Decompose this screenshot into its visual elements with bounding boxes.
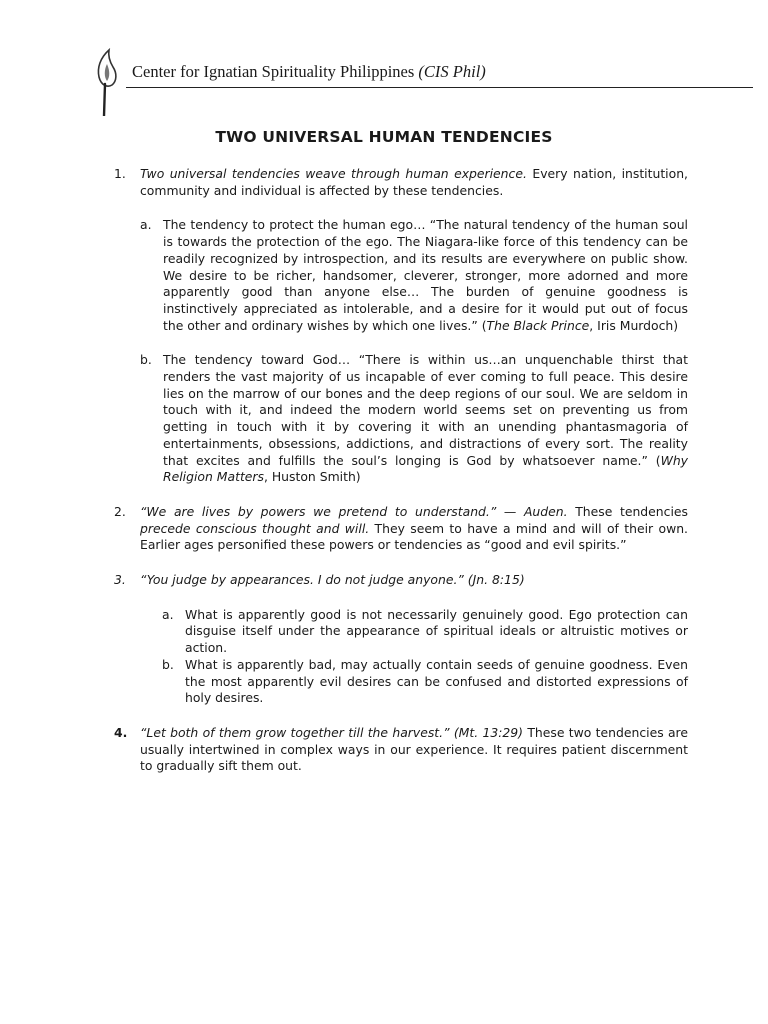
subpoint-text: What is apparently good is not necessarily genuinely good. Ego protection can disguise itself under the appearance of spiritual ideals or altruistic motives or action. [185,606,688,656]
point-3 [114,572,688,589]
point-text: “Let both of them grow together till the harvest.” (Mt. 13:29) These two tendencies are usually intertwined in complex ways in our experience. It requires patient discernment to gradually sift them out. [140,724,689,774]
point-number: 3. [114,572,126,588]
point-1 [114,166,688,199]
flame-icon [90,44,124,116]
page-title: TWO UNIVERSAL HUMAN TENDENCIES [215,128,553,146]
subpoint-text: What is apparently bad, may actually contain seeds of genuine goodness. Even the most apparently evil desires can be confused and distorted expressions of holy desires. [185,656,688,706]
subpoint-letter: a. [140,217,152,233]
point-text: Two universal tendencies weave through human experience. Every nation, institution, community and individual is affected by these tendencies. [140,166,688,198]
subpoint-text: The tendency to protect the human ego… “The natural tendency of the human soul is towards the protection of the ego. The Niagara-like force of this tendency can be readily recognized by introspection, and its results are everywhere on public show. We desire to be richer, handsomer, cleverer, stronger, more adorned and more apparently good than anyone else… The burden of genuine goodness is instinctively appreciated as intolerable, and a desire for it would put out of focus the other and ordinary wishes by which one lives.” (The Black Prince, Iris Murdoch) [163,217,688,333]
point-text: “You judge by appearances. I do not judge anyone.” (Jn. 8:15) [140,572,525,588]
point-1b [140,352,688,486]
subpoint-text: The tendency toward God… “There is within us…an unquenchable thirst that renders the vast majority of us incapable of ever coming to full peace. This desire lies on the marrow of our bones and the deep regions of our soul. We are seldom in touch with it, and indeed the modern world seems set on preventing us from getting in touch with it by covering it with an unending phantasmagoria of entertainments, obsessions, addictions, and distractions of every sort. The reality that excites and fulfills the soul’s longing is God by whatsoever name.” (Why Religion Matters, Huston Smith) [163,352,688,485]
page-header [88,40,753,116]
organization-name: Center for Ignatian Spirituality Philippines (CIS Phil) [132,62,486,81]
point-2 [114,504,688,554]
header-rule [126,87,753,88]
point-number: 1. [114,166,126,181]
point-number: 4. [114,724,128,740]
subpoint-letter: b. [162,656,174,672]
subpoint-letter: b. [140,352,152,368]
point-1a [140,217,688,334]
point-number: 2. [114,503,126,519]
organization-abbreviation: (CIS Phil) [418,62,486,81]
point-text: “We are lives by powers we pretend to understand.” — Auden. These tendencies precede conscious thought and will. They seem to have a mind and will of their own. Earlier ages personified these powers or tendencies as “good and evil spirits.” [140,503,688,553]
point-3b [162,657,688,707]
point-4 [114,725,688,775]
point-3a [162,607,688,657]
subpoint-letter: a. [162,606,174,622]
document-body [114,166,688,775]
